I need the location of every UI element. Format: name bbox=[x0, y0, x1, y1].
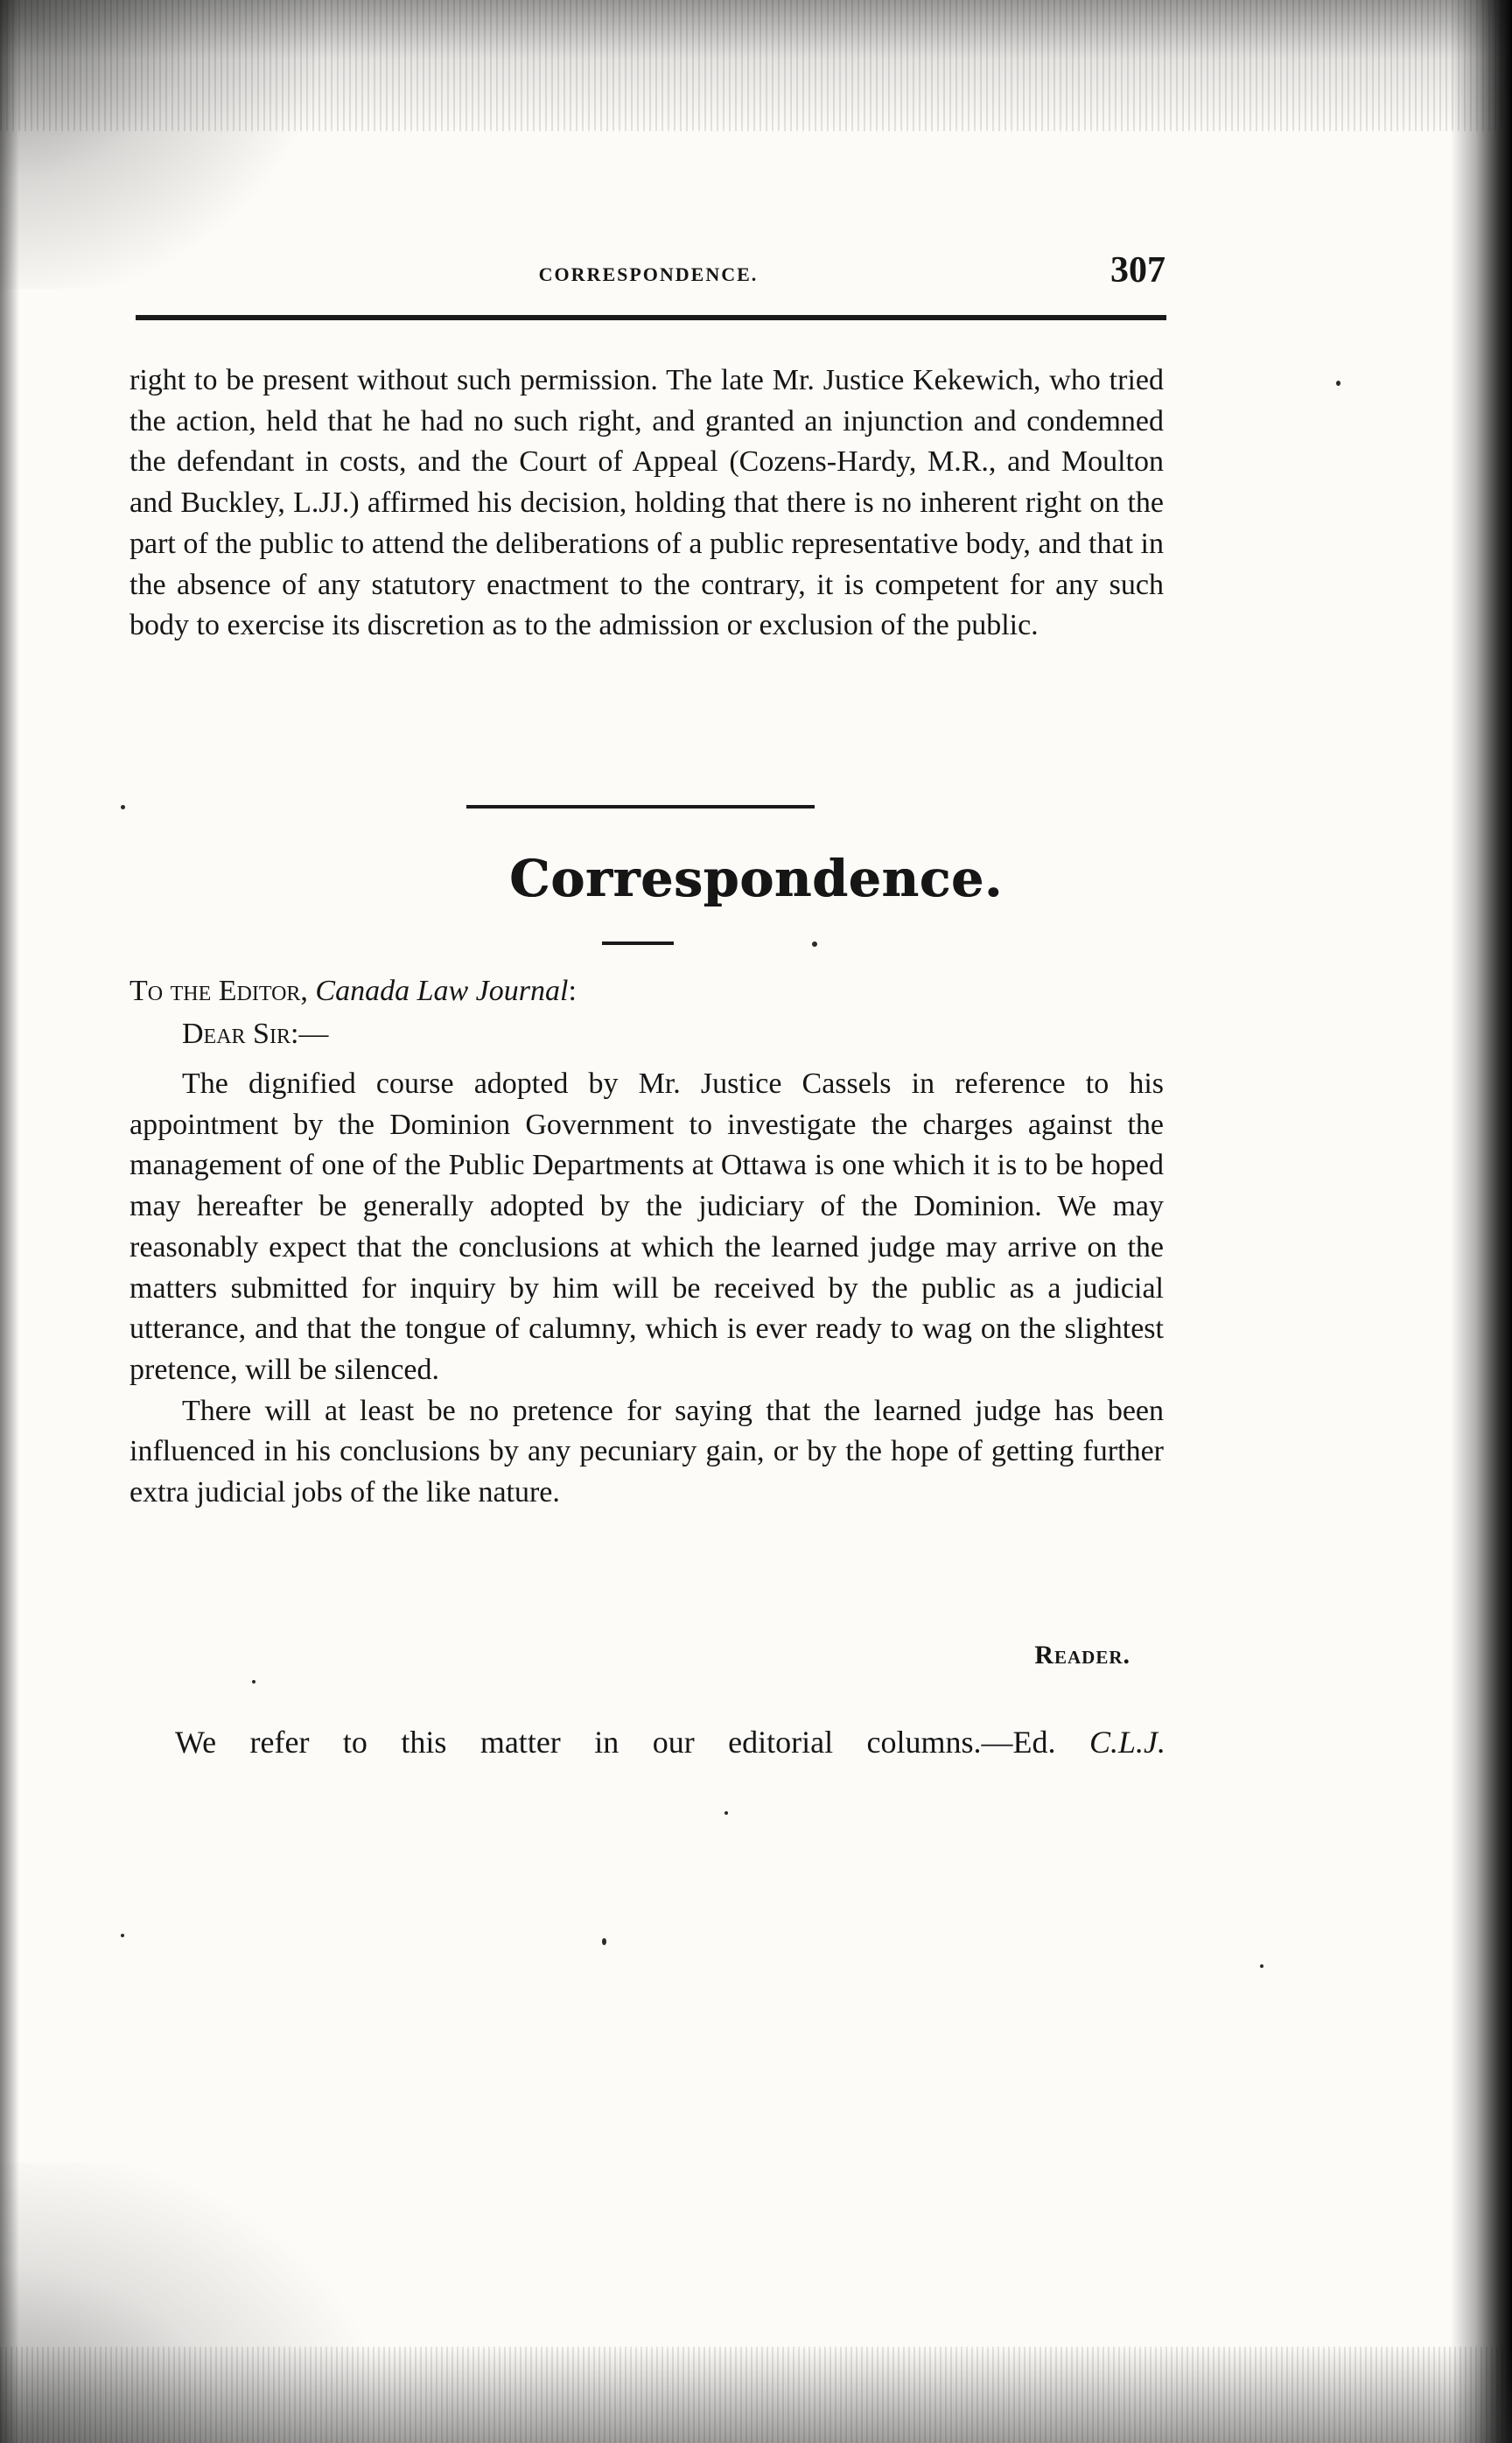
letter-addressee bbox=[130, 971, 577, 1012]
scan-shadow-top bbox=[0, 0, 1512, 131]
letter-body bbox=[130, 1064, 1164, 1514]
page-number: 307 bbox=[1110, 250, 1166, 290]
editor-note-journal: C.L.J. bbox=[1089, 1725, 1166, 1760]
continued-article-text bbox=[130, 360, 1164, 647]
addressee-prefix: To the Editor, bbox=[130, 975, 308, 1007]
scan-shadow-right bbox=[1451, 0, 1512, 2443]
letter-signature: Reader. bbox=[1034, 1641, 1130, 1670]
letter-salutation: Dear Sir:— bbox=[182, 1018, 329, 1050]
running-head-title: CORRESPONDENCE. bbox=[538, 263, 759, 285]
continued-paragraph: right to be present without such permission. The late Mr. Justice Kekewich, who tried the action, held that he had no such right, and granted an injunction and condemned the defendant in costs, and the Court of Appeal (Cozens-Hardy, M.R., and Moulton and Buckley, L.JJ.) affirmed his decision, holding that there is no inherent right on the part of the public to attend the deliberations of a public representative body, and that in the absence of any statutory enactment to the contrary, it is competent for any such body to exercise its discretion as to the admission or exclusion of the public. bbox=[130, 364, 1164, 642]
header-rule bbox=[136, 315, 1166, 320]
letter-paragraph: There will at least be no pretence for saying that the learned judge has been influenced in his conclusions by any pecuniary gain, or by the hope of getting further extra judicial jobs of the like nature. bbox=[130, 1394, 1164, 1509]
addressee-journal: Canada Law Journal bbox=[315, 975, 569, 1007]
letter-paragraph: The dignified course adopted by Mr. Justice Cassels in reference to his appointment by the Dominion Government to investigate the charges against the management of one of the Public Departments at Ottawa is one which it is to be hoped may hereafter be generally adopted by the judiciary of the Dominion. We may reasonably expect that the conclusions at which the learned judge may arrive on the matters submitted for inquiry by him will be received by the public as a judicial utterance, and that the tongue of calumny, which is ever ready to wag on the slightest pretence, will be silenced. bbox=[130, 1068, 1164, 1386]
editor-note-text: We refer to this matter in our editorial columns.—Ed. bbox=[175, 1725, 1056, 1760]
ink-speck bbox=[252, 1680, 256, 1684]
scan-shadow-left bbox=[0, 0, 19, 2443]
section-heading: Correspondence. bbox=[509, 849, 1003, 908]
ink-speck bbox=[724, 1811, 728, 1815]
addressee-colon: : bbox=[568, 975, 577, 1007]
ink-speck bbox=[1260, 1964, 1264, 1968]
ink-speck bbox=[602, 1938, 606, 1945]
ink-speck bbox=[812, 942, 817, 947]
ink-speck bbox=[121, 1934, 124, 1937]
ink-speck bbox=[121, 805, 125, 809]
editor-note bbox=[175, 1722, 1166, 1762]
scan-shadow-bottom bbox=[0, 2347, 1512, 2443]
ink-speck bbox=[1336, 381, 1340, 386]
heading-underline-rule bbox=[602, 942, 674, 945]
running-head bbox=[131, 249, 1166, 293]
section-divider-rule bbox=[466, 805, 815, 808]
